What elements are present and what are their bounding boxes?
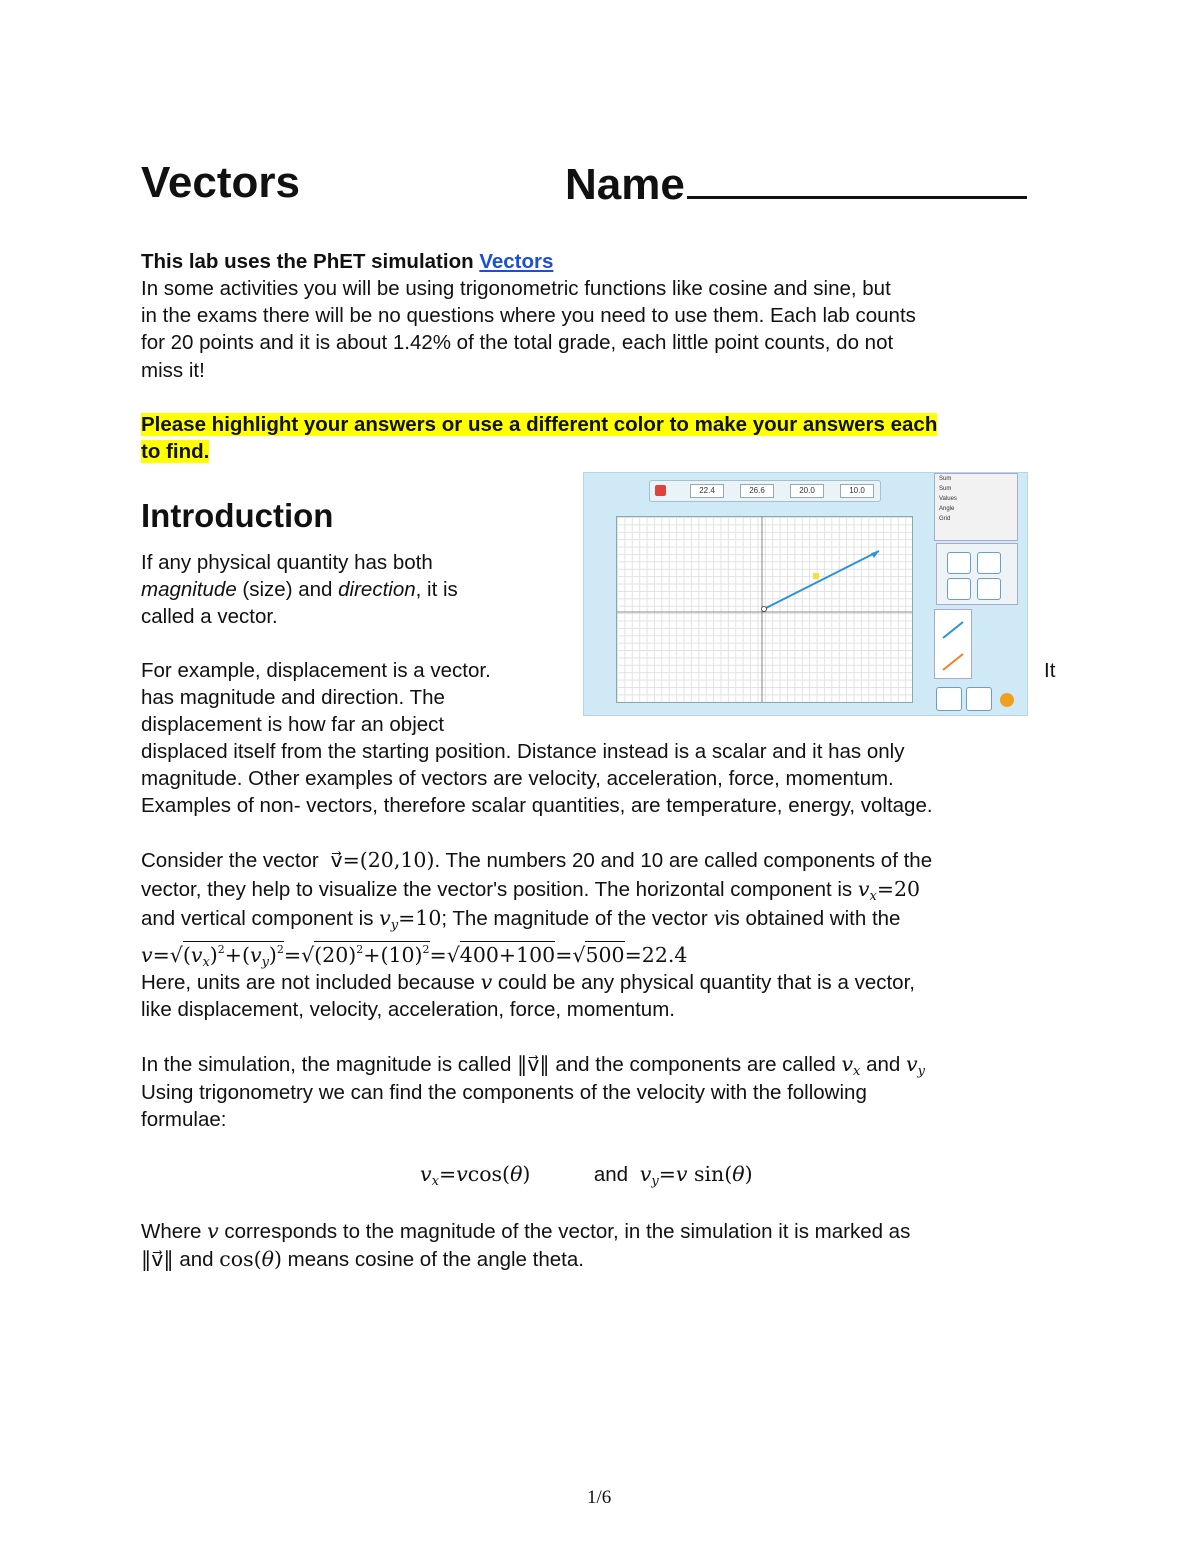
consider-line: Consider the vector v⃗=(20,10). The numbers 20 and 10 are called components of the <box>141 848 933 872</box>
intro-text-line: has magnitude and direction. The <box>141 686 445 709</box>
intro-paragraph-line: in the exams there will be no questions where you need to use them. Each lab counts <box>141 304 916 327</box>
section-heading: Introduction <box>141 497 334 534</box>
lab-intro-text: This lab uses the PhET simulation <box>141 250 480 273</box>
component-style-icon <box>977 578 1001 600</box>
intro-text-line: For example, displacement is a vector. <box>141 659 491 682</box>
simulation-line: formulae: <box>141 1108 227 1131</box>
vector-tray-arrows <box>935 610 971 678</box>
magnitude-field: 22.4 <box>690 484 724 498</box>
consider-line: vector, they help to visualize the vector's position. The horizontal component is $v_x=20$ <box>141 877 921 904</box>
lab-intro-line <box>141 248 553 275</box>
consider-line: and vertical component is $v_y=10$; The magnitude of the vector vis obtained with the <box>141 906 901 933</box>
magnitude-formula: $v=√(v_x)^2+(v_y)^2=√(20)^2+(10)^2=√400+100=√500=22.4$ <box>141 943 688 970</box>
delete-icon <box>655 485 666 496</box>
intro-text-line: It <box>1044 659 1056 682</box>
vector-arrow <box>764 551 879 609</box>
intro-text-line: Examples of non- vectors, therefore scalar quantities, are temperature, energy, voltage. <box>141 794 933 817</box>
sim-options-panel: Sum Sum Values Angle Grid <box>934 473 1018 541</box>
sum-icon <box>936 687 962 711</box>
intro-paragraph-line: miss it! <box>141 359 205 382</box>
intro-paragraph-line: In some activities you will be using trigonometric functions like cosine and sine, but <box>141 277 891 300</box>
simulation-line: Using trigonometry we can find the components of the velocity with the following <box>141 1081 867 1104</box>
units-line: Here, units are not included because v could be any physical quantity that is a vector, <box>141 970 915 994</box>
eye-icon <box>947 552 971 574</box>
simulation-line: In the simulation, the magnitude is called ‖v⃗‖ and the components are called $v_x$ and $v_y$ <box>141 1052 925 1079</box>
highlight-note: to find. <box>141 440 210 463</box>
page-number: 1/6 <box>587 1487 612 1508</box>
angle-field: 26.6 <box>740 484 774 498</box>
sum-icon <box>966 687 992 711</box>
where-line: Where v corresponds to the magnitude of the vector, in the simulation it is marked as <box>141 1219 911 1243</box>
ry-field: 10.0 <box>840 484 874 498</box>
vector-values-bar <box>649 480 881 502</box>
intro-text-line: If any physical quantity has both <box>141 551 433 574</box>
where-line: ‖v⃗‖ and cos(θ) means cosine of the angle theta. <box>141 1247 584 1271</box>
intro-text-line: called a vector. <box>141 605 278 628</box>
components-panel <box>936 543 1018 605</box>
intro-paragraph-line: for 20 points and it is about 1.42% of the total grade, each little point counts, do not <box>141 331 894 354</box>
name-blank-line[interactable] <box>687 158 1027 199</box>
intro-text-line: magnitude (size) and direction, it is <box>141 578 458 601</box>
rx-field: 20.0 <box>790 484 824 498</box>
intro-text-line: magnitude. Other examples of vectors are velocity, acceleration, force, momentum. <box>141 767 894 790</box>
simulation-screenshot <box>583 472 1028 716</box>
sim-axes <box>617 517 912 702</box>
name-field[interactable] <box>565 158 1027 210</box>
component-style-icon <box>947 578 971 600</box>
doc-title: Vectors <box>141 158 300 207</box>
sim-grid <box>616 516 913 703</box>
intro-text-line: displaced itself from the starting position. Distance instead is a scalar and it has only <box>141 740 905 763</box>
units-line: like displacement, velocity, acceleration, force, momentum. <box>141 998 675 1021</box>
components-formula: $v_x=vcos(\theta)$ and $v_y=v$ sin(θ) <box>420 1162 753 1189</box>
highlight-note: Please highlight your answers or use a different color to make your answers each <box>141 413 938 436</box>
reset-icon <box>1000 693 1014 707</box>
intro-text-line: displacement is how far an object <box>141 713 445 736</box>
name-label: Name <box>565 160 685 209</box>
component-style-icon <box>977 552 1001 574</box>
vectors-link[interactable]: Vectors <box>479 250 554 273</box>
vector-tray <box>934 609 972 679</box>
